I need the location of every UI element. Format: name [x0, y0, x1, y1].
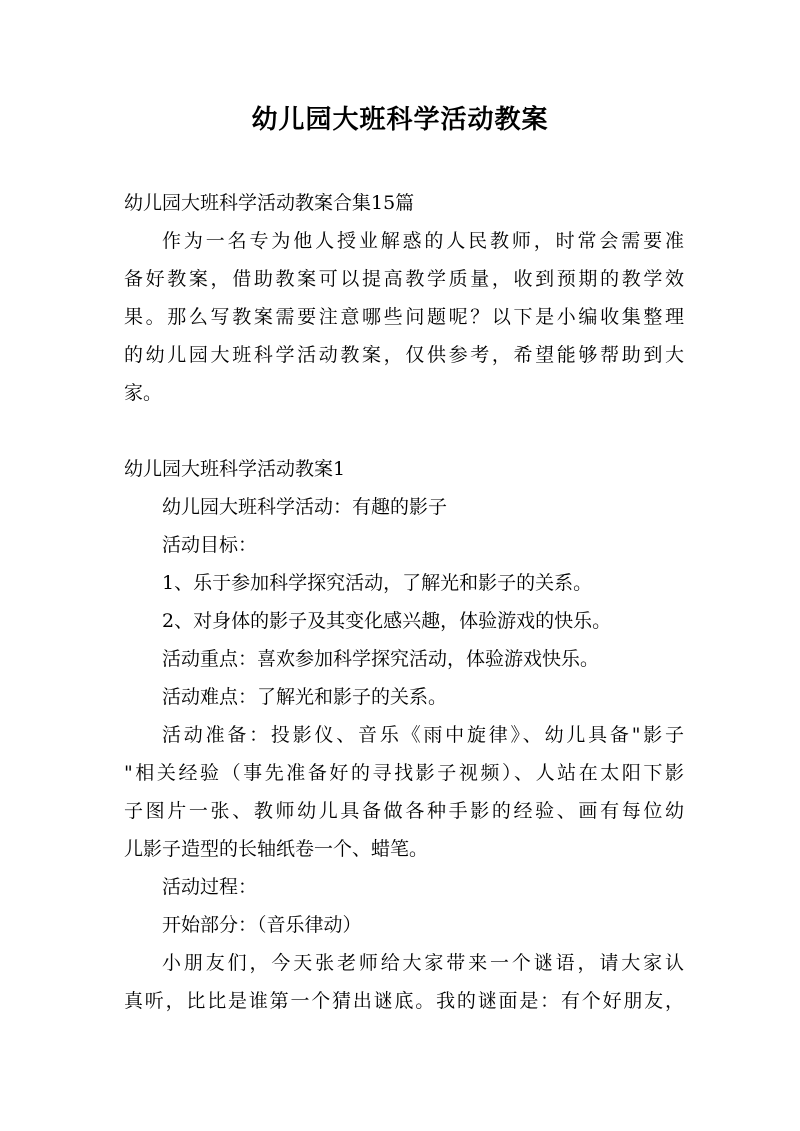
activity-preparation-line: 儿影子造型的长轴纸卷一个、蜡笔。 [124, 838, 429, 860]
activity-title-line: 幼儿园大班科学活动：有趣的影子 [162, 496, 448, 518]
activity-goal-item: 2、对身体的影子及其变化感兴趣，体验游戏的快乐。 [162, 610, 612, 632]
activity-preparation-line: 子图片一张、教师幼儿具备做各种手影的经验、画有每位幼 [124, 800, 684, 822]
intro-line: 备好教案，借助教案可以提高教学质量，收到预期的教学效 [124, 268, 684, 290]
section-spacer [124, 412, 684, 450]
activity-process-label: 活动过程： [162, 876, 258, 898]
opening-part-line: 真听，比比是谁第一个猜出谜底。我的谜面是：有个好朋友， [124, 990, 684, 1012]
opening-part-label: 开始部分：（音乐律动） [162, 914, 362, 936]
activity-key-point: 活动重点：喜欢参加科学探究活动，体验游戏快乐。 [162, 648, 600, 670]
collection-heading: 幼儿园大班科学活动教案合集15篇 [124, 192, 415, 214]
intro-line: 家。 [124, 382, 163, 404]
activity-goals-label: 活动目标： [162, 534, 258, 556]
intro-line: 的幼儿园大班科学活动教案，仅供参考，希望能够帮助到大 [124, 344, 684, 366]
activity-difficulty: 活动难点：了解光和影子的关系。 [162, 686, 448, 708]
intro-line: 作为一名专为他人授业解惑的人民教师，时常会需要准 [162, 230, 684, 252]
activity-preparation-line: "相关经验（事先准备好的寻找影子视频）、人站在太阳下影 [124, 762, 684, 784]
document-body [124, 184, 684, 1020]
intro-line: 果。那么写教案需要注意哪些问题呢？以下是小编收集整理 [124, 306, 684, 328]
document-title: 幼儿园大班科学活动教案 [251, 105, 549, 135]
activity-goal-item: 1、乐于参加科学探究活动，了解光和影子的关系。 [162, 572, 593, 594]
opening-part-line: 小朋友们，今天张老师给大家带来一个谜语，请大家认 [162, 952, 684, 974]
activity-preparation-line: 活动准备：投影仪、音乐《雨中旋律》、幼儿具备"影子 [162, 724, 684, 746]
section-heading: 幼儿园大班科学活动教案1 [124, 458, 346, 480]
